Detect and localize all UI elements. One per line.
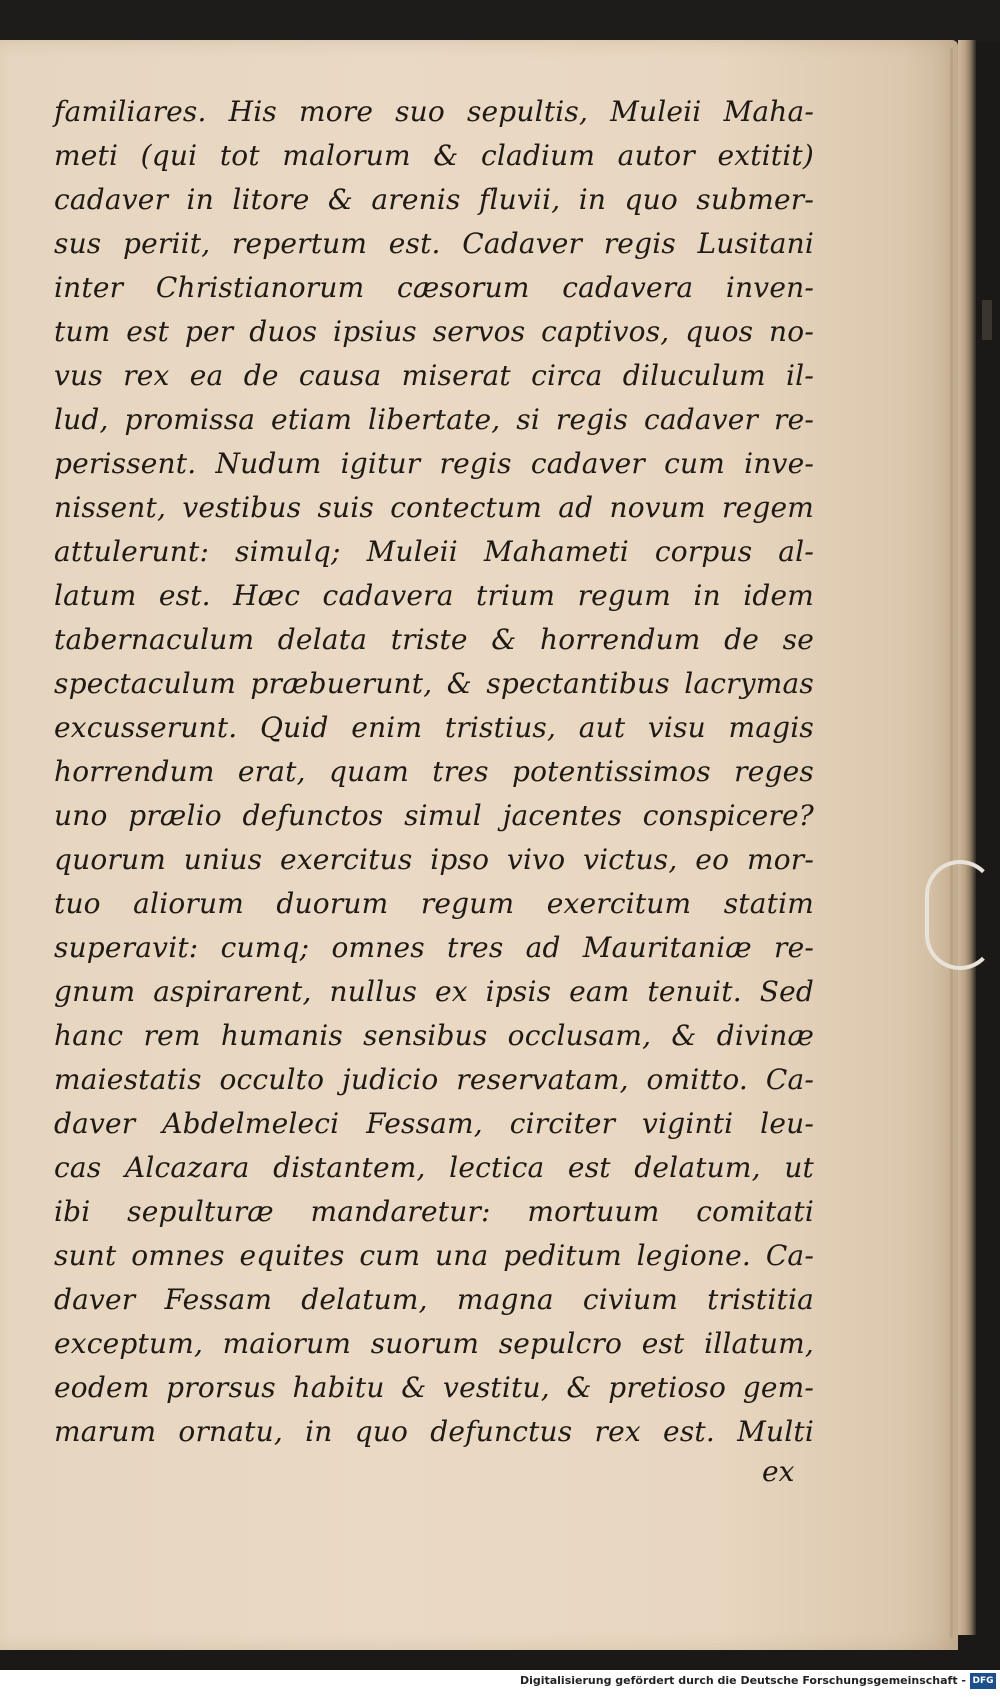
text-line: familiares. His more suo sepultis, Muleii Maha- bbox=[54, 95, 814, 128]
text-line: horrendum erat, quam tres potentissimos reges bbox=[54, 755, 814, 788]
scan-background-top bbox=[0, 0, 1000, 42]
page-edge-line bbox=[950, 48, 953, 1638]
text-line: excusserunt. Quid enim tristius, aut visu magis bbox=[54, 711, 814, 744]
text-line: daver Fessam delatum, magna civium tristitia bbox=[54, 1283, 814, 1316]
text-line: uno prælio defunctos simul jacentes conspicere? bbox=[54, 799, 814, 832]
text-line: attulerunt: simulq; Muleii Mahameti corpus al- bbox=[54, 535, 814, 568]
text-line: exceptum, maiorum suorum sepulcro est illatum, bbox=[54, 1327, 814, 1360]
text-line: gnum aspirarent, nullus ex ipsis eam tenuit. Sed bbox=[54, 975, 814, 1008]
text-line: lud, promissa etiam libertate, si regis cadaver re- bbox=[54, 403, 814, 436]
catchword: ex bbox=[762, 1455, 795, 1488]
text-line: latum est. Hæc cadavera trium regum in idem bbox=[54, 579, 814, 612]
text-line: maiestatis occulto judicio reservatam, omitto. Ca- bbox=[54, 1063, 814, 1096]
text-line: meti (qui tot malorum & cladium autor extitit) bbox=[54, 139, 814, 172]
page-text-block bbox=[54, 90, 814, 1454]
text-line: ibi sepulturæ mandaretur: mortuum comitati bbox=[54, 1195, 814, 1228]
dfg-logo-icon: DFG bbox=[970, 1673, 996, 1689]
text-line: marum ornatu, in quo defunctus rex est. Multi bbox=[54, 1415, 814, 1448]
text-line: quorum unius exercitus ipso vivo victus, eo mor- bbox=[54, 843, 814, 876]
text-line: hanc rem humanis sensibus occlusam, & divinæ bbox=[54, 1019, 814, 1052]
text-line: tum est per duos ipsius servos captivos, quos no- bbox=[54, 315, 814, 348]
text-line: sunt omnes equites cum una peditum legione. Ca- bbox=[54, 1239, 814, 1272]
text-line: tuo aliorum duorum regum exercitum statim bbox=[54, 887, 814, 920]
text-line: daver Abdelmeleci Fessam, circiter viginti leu- bbox=[54, 1107, 814, 1140]
text-line: cadaver in litore & arenis fluvii, in quo submer- bbox=[54, 183, 814, 216]
text-line: vus rex ea de causa miserat circa diluculum il- bbox=[54, 359, 814, 392]
paper-clip bbox=[925, 860, 995, 970]
text-line: tabernaculum delata triste & horrendum de se bbox=[54, 623, 814, 656]
book-page-edge bbox=[958, 40, 976, 1635]
digitization-credit: Digitalisierung gefördert durch die Deutsche Forschungsgemeinschaft - bbox=[519, 1674, 966, 1687]
text-line: sus periit, repertum est. Cadaver regis Lusitani bbox=[54, 227, 814, 260]
text-line: spectaculum præbuerunt, & spectantibus lacrymas bbox=[54, 667, 814, 700]
clip-mark bbox=[982, 300, 992, 340]
text-line: inter Christianorum cæsorum cadavera inven- bbox=[54, 271, 814, 304]
text-line: nissent, vestibus suis contectum ad novum regem bbox=[54, 491, 814, 524]
text-line: perissent. Nudum igitur regis cadaver cum inve- bbox=[54, 447, 814, 480]
text-line: superavit: cumq; omnes tres ad Mauritaniæ re- bbox=[54, 931, 814, 964]
text-line: eodem prorsus habitu & vestitu, & pretioso gem- bbox=[54, 1371, 814, 1404]
text-line: cas Alcazara distantem, lectica est delatum, ut bbox=[54, 1151, 814, 1184]
